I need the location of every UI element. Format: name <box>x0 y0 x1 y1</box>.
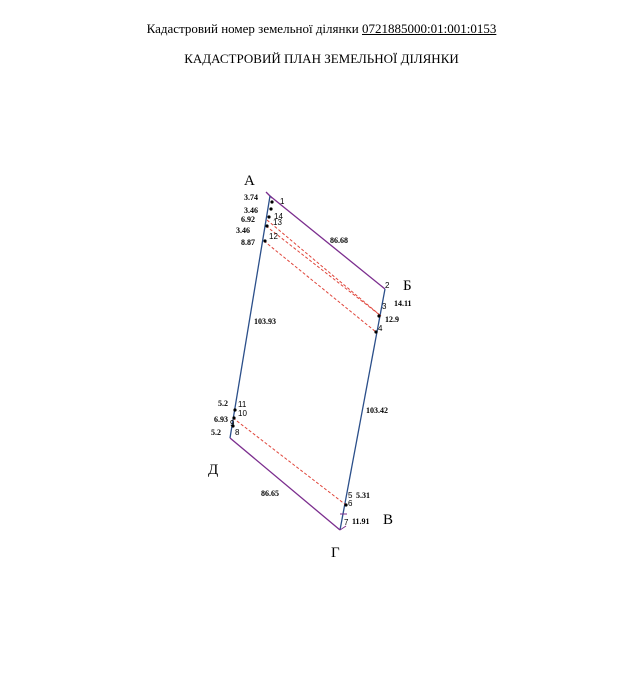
corner-label-v: В <box>383 512 394 528</box>
dimension-right-1: 14.11 <box>394 299 412 308</box>
dimension-right-2: 12.9 <box>385 315 399 324</box>
dimension-bottom-edge: 86.65 <box>261 489 279 498</box>
dimension-a-4: 3.46 <box>236 226 250 235</box>
point-number-9: 9 <box>230 419 235 428</box>
corner-label-d: Д <box>208 462 219 478</box>
cadastral-number-label: Кадастровий номер земельної ділянки <box>146 21 359 36</box>
dimension-a-2: 3.46 <box>244 206 258 215</box>
boundary-top-tick <box>266 192 272 198</box>
boundary-bottom-edge <box>230 438 340 530</box>
dimension-v-1: 5.31 <box>356 491 370 500</box>
vertex-point <box>263 239 266 242</box>
plan-title: КАДАСТРОВИЙ ПЛАН ЗЕМЕЛЬНОЇ ДІЛЯНКИ <box>184 51 459 66</box>
dimension-left-d1: 5.2 <box>218 399 228 408</box>
dimension-right-long: 103.42 <box>366 406 388 415</box>
vertex-point <box>233 408 236 411</box>
vertex-point <box>269 207 272 210</box>
dimension-top-edge: 86.68 <box>330 236 348 245</box>
dimension-left-d2: 6.93 <box>214 415 228 424</box>
easement-line-1 <box>267 220 381 316</box>
vertex-point <box>377 314 380 317</box>
point-number-14: 14 <box>274 212 283 221</box>
point-number-5: 5 <box>348 491 353 500</box>
point-number-7: 7 <box>344 518 349 527</box>
corner-label-g: Г <box>331 545 340 561</box>
easement-line-4 <box>233 418 346 505</box>
point-number-3: 3 <box>382 302 387 311</box>
point-number-12: 12 <box>269 232 278 241</box>
point-number-11: 11 <box>238 400 247 409</box>
point-number-13: 13 <box>273 218 282 227</box>
corner-label-a: А <box>244 173 255 189</box>
point-number-6: 6 <box>348 499 353 508</box>
point-number-4: 4 <box>378 324 383 333</box>
vertex-point <box>265 224 268 227</box>
vertex-point <box>267 215 270 218</box>
dimension-a-3: 6.92 <box>241 215 255 224</box>
point-number-1: 1 <box>280 197 285 206</box>
point-number-2: 2 <box>385 281 390 290</box>
dimension-v-2: 11.91 <box>352 517 370 526</box>
vertex-point <box>270 200 273 203</box>
dimension-a-5: 8.87 <box>241 238 255 247</box>
point-number-10: 10 <box>238 409 247 418</box>
dimension-a-top: 3.74 <box>244 193 258 202</box>
point-number-8: 8 <box>235 428 240 437</box>
corner-label-b: Б <box>403 278 412 294</box>
dimension-left-long: 103.93 <box>254 317 276 326</box>
easement-line-3 <box>264 241 376 332</box>
dimension-left-d3: 5.2 <box>211 428 221 437</box>
cadastral-number: 0721885000:01:001:0153 <box>362 21 497 36</box>
